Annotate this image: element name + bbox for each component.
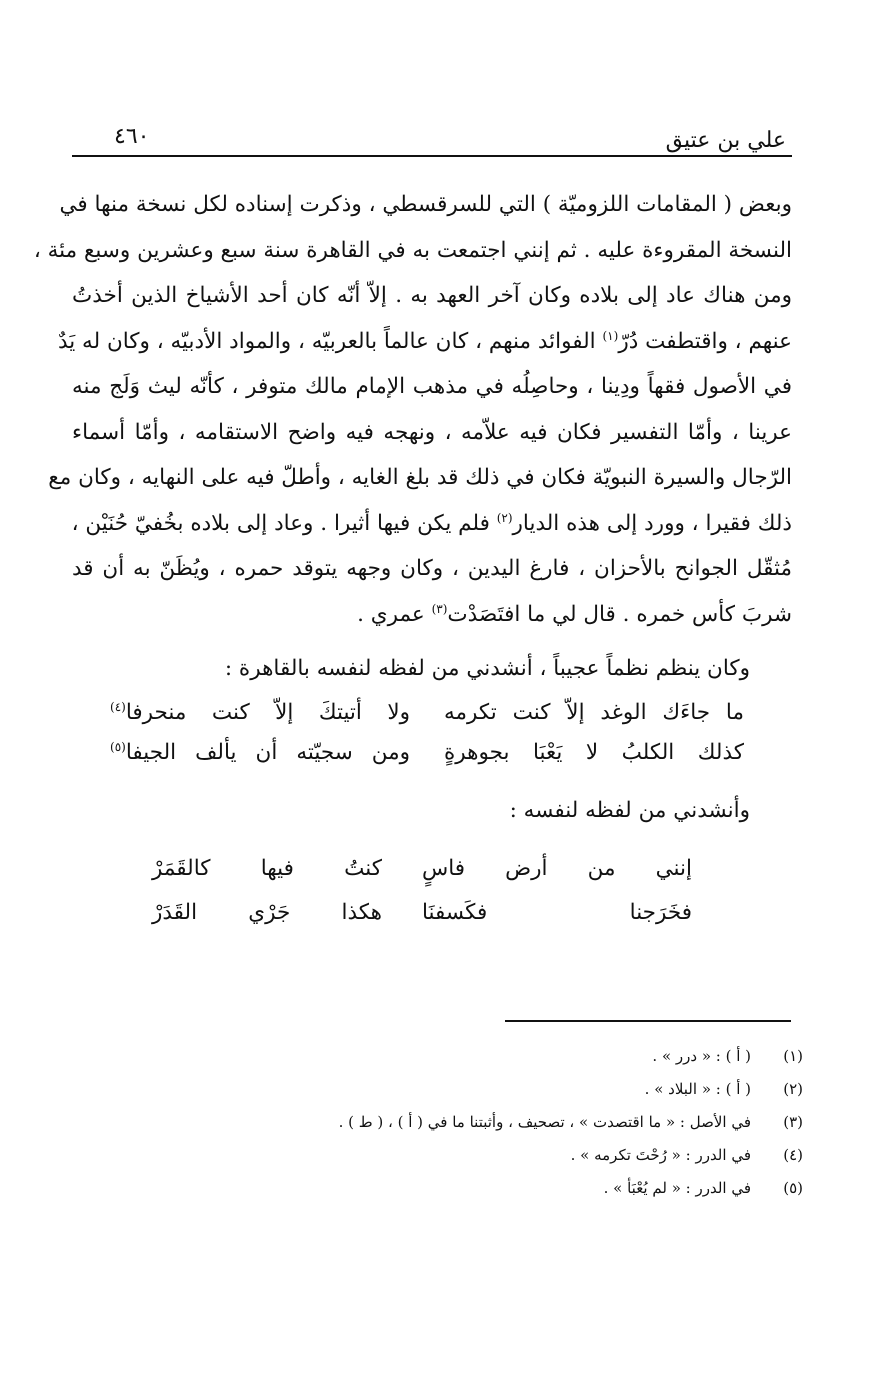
footnote-text: في الأصل : « ما اقتصدت » ، تصحيف ، وأثبتنا ما في ( أ ) ، ( ط ) .: [338, 1113, 751, 1131]
footnote-text: في الدرر : « لم يُعْبَأ » .: [603, 1179, 751, 1197]
first-hemistich: ما جاءَك الوغد إلاّ كنت تكرمه: [444, 700, 744, 725]
second-hemistich: هكذا جَرْي القَدَرْ: [152, 900, 382, 925]
footnote: [87, 1139, 807, 1172]
footnote: [87, 1073, 807, 1106]
verse: [72, 693, 792, 733]
footnote-text: ( أ ) : « البلاد » .: [644, 1080, 751, 1098]
first-hemistich: إنني من أرض فاسٍ: [422, 856, 692, 881]
line-text: مُثقّل الجوانح بالأحزان ، فارغ اليدين ، وكان وجهه يتوقد حمره ، ويُظَنّ به أن قد: [72, 556, 792, 581]
footnote-ref[interactable]: (١): [602, 328, 619, 343]
footnote-number: (٤): [783, 1146, 803, 1164]
footnote-ref[interactable]: (٣): [431, 601, 448, 616]
text-line: [72, 273, 792, 319]
text-line: [72, 410, 792, 456]
header-rule: [72, 155, 792, 157]
line-text: عرينا ، وأمّا التفسير فكان فيه علاّمه ، ونهجه فيه واضح الاستقامه ، وأمّا أسماء: [72, 419, 792, 445]
footnote-text: ( أ ) : « درر » .: [652, 1047, 751, 1065]
poem-1: [72, 693, 792, 773]
text-line: [48, 455, 792, 501]
footnotes: [87, 1040, 807, 1205]
verse: [72, 847, 792, 891]
footnote-rule: [505, 1020, 791, 1022]
text-line: [72, 592, 792, 638]
footnote: [87, 1040, 807, 1073]
text-line: [59, 182, 792, 228]
main-text: [33, 182, 792, 935]
poem-intro: وكان ينظم نظماً عجيباً ، أنشدني من لفظه لنفسه بالقاهرة :: [224, 656, 750, 681]
second-hemistich: كنتُ فيها كالقَمَرْ: [152, 856, 382, 881]
line-text: الرّجال والسيرة النبويّة فكان في ذلك قد بلغ الغايه ، وأطلّ فيه على النهايه ، وكان مع: [48, 465, 792, 490]
poem-2: [72, 847, 792, 935]
footnote-number: (٣): [783, 1113, 803, 1131]
line-text: الفوائد منهم ، كان عالماً بالعربيّه ، والمواد الأدبيّه ، وكان له يَدٌ: [57, 328, 603, 354]
line-text: في الأصول فقهاً ودِينا ، وحاصِلُه في مذهب الإمام مالك متوفر ، كأنّه ليث وَلَج منه: [72, 374, 792, 399]
footnote-ref[interactable]: (٢): [496, 510, 513, 525]
line-text: ومن هناك عاد إلى بلاده وكان آخر العهد به . إلاّ أنّه كان أحد الأشياخ الذين أخذتُ: [72, 283, 792, 308]
first-hemistich: فخَرَجنا فكَسفنَا: [422, 900, 692, 925]
footnote: [87, 1172, 807, 1205]
biography-paragraph: [33, 182, 792, 637]
line-text: عنهم ، واقتطفت دُرّ: [618, 328, 792, 354]
line-text: وبعض ( المقامات اللزوميّة ) التي للسرقسطي ، وذكرت إسناده لكل نسخة منها في: [59, 192, 792, 217]
line-text: ذلك فقيرا ، وورد إلى هذه الديار: [512, 510, 792, 536]
footnote-ref[interactable]: (٤): [110, 699, 126, 714]
footnote-ref[interactable]: (٥): [110, 739, 126, 754]
second-hemistich: [110, 733, 410, 773]
footnote-number: (٥): [783, 1179, 803, 1197]
footnote-text: في الدرر : « رُحْتَ تكرمه » .: [570, 1146, 751, 1164]
first-hemistich: كذلك الكلبُ لا يَعْبَا بجوهرةٍ: [444, 740, 744, 765]
line-text: النسخة المقروءة عليه . ثم إنني اجتمعت به في القاهرة سنة سبع وعشرين وسبع مئة ،: [33, 237, 792, 263]
text-line: [72, 364, 792, 410]
text-line: [57, 319, 792, 365]
footnote: [87, 1106, 807, 1139]
hemistich-text: ولا أتيتكَ إلاّ كنت منحرفا: [125, 700, 410, 725]
footnote-number: (٢): [783, 1080, 803, 1098]
poem-intro: وأنشدني من لفظه لنفسه :: [509, 798, 750, 823]
running-header: [72, 118, 792, 156]
text-line: [72, 546, 792, 592]
header-title: علي بن عتيق: [665, 128, 786, 153]
verse: [72, 733, 792, 773]
second-hemistich: [110, 693, 410, 733]
text-line: [72, 501, 792, 547]
line-text: فلم يكن فيها أثيرا . وعاد إلى بلاده بخُفيّ حُنَيْن ،: [71, 510, 497, 536]
line-text: شربَ كأس خمره . قال لي ما افتَصَدْت: [447, 601, 792, 627]
page-number: ٤٦٠: [114, 124, 150, 149]
line-text: عمري .: [357, 601, 432, 627]
hemistich-text: ومن سجيّته أن يألف الجيفا: [125, 740, 410, 765]
verse: [72, 891, 792, 935]
footnote-number: (١): [783, 1047, 803, 1065]
text-line: [33, 228, 792, 274]
